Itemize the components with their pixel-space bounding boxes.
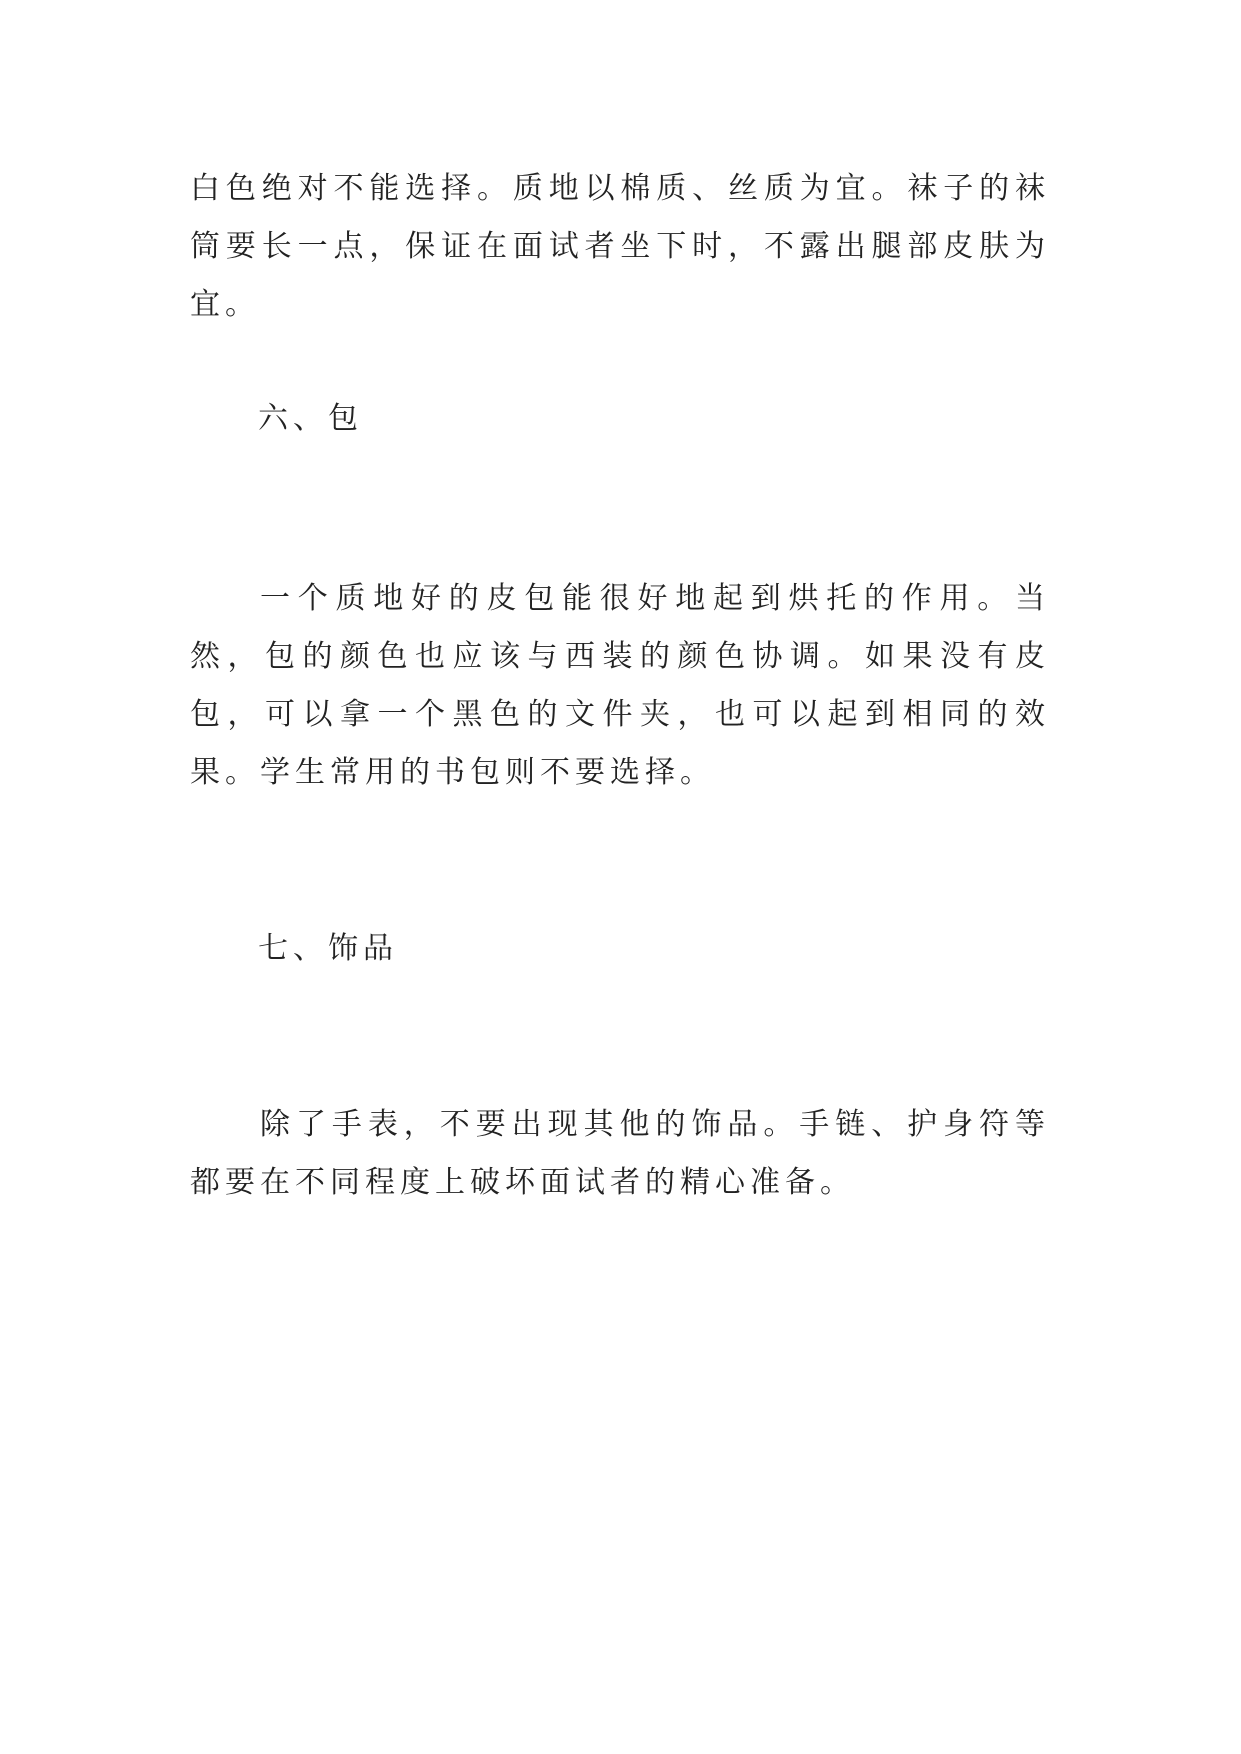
paragraph-socks: 白色绝对不能选择。质地以棉质、丝质为宜。袜子的袜筒要长一点，保证在面试者坐下时，不露出腿部皮肤为宜。 [190, 171, 1050, 322]
section-heading-bag: 六、包 [258, 401, 363, 436]
paragraph-bag: 一个质地好的皮包能很好地起到烘托的作用。当然，包的颜色也应该与西装的颜色协调。如果没有皮包，可以拿一个黑色的文件夹，也可以起到相同的效果。学生常用的书包则不要选择。 [190, 581, 1050, 790]
section-heading-accessories: 七、饰品 [258, 931, 398, 966]
paragraph-accessories: 除了手表，不要出现其他的饰品。手链、护身符等都要在不同程度上破坏面试者的精心准备。 [190, 1107, 1050, 1200]
